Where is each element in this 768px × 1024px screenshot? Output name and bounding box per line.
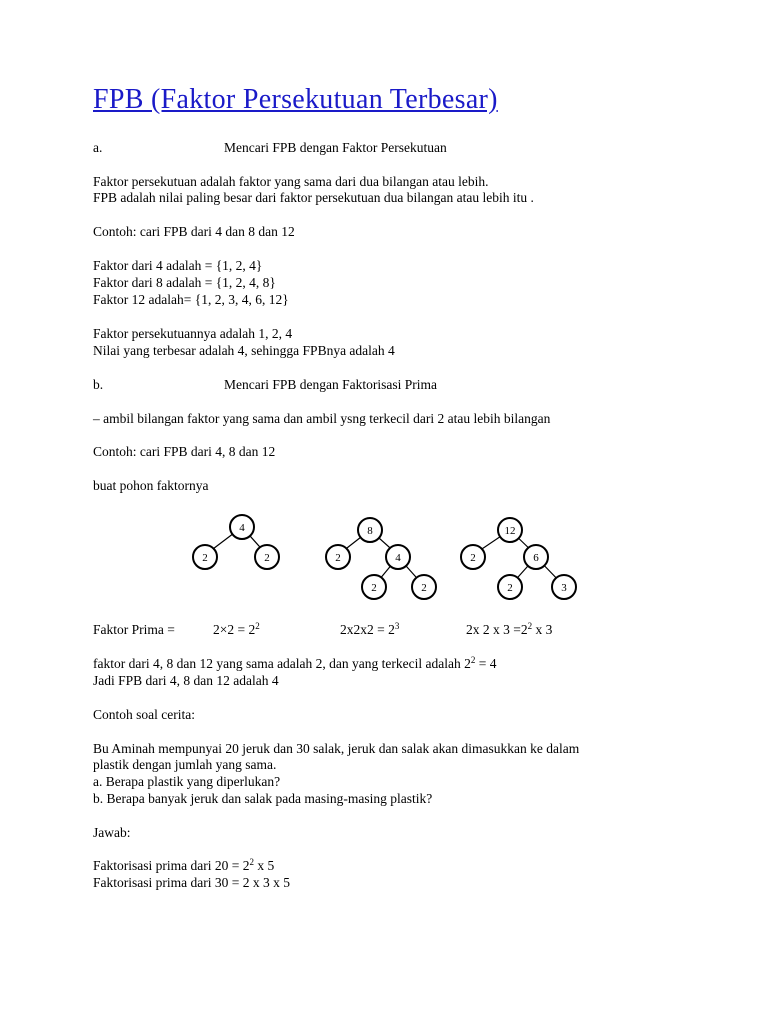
factors-of-8: Faktor dari 8 adalah = {1, 2, 4, 8} bbox=[93, 275, 276, 290]
factors-of-4: Faktor dari 4 adalah = {1, 2, 4} bbox=[93, 258, 263, 273]
factorization-30: Faktorisasi prima dari 30 = 2 x 3 x 5 bbox=[93, 875, 290, 890]
factor-tree-4 bbox=[193, 515, 279, 569]
answer-label: Jawab: bbox=[93, 825, 131, 840]
section-a-heading bbox=[93, 139, 447, 156]
question-b: b. Berapa banyak jeruk dan salak pada masing-masing plastik? bbox=[93, 791, 433, 806]
prime-factor-8: $2x2x2 = 2^3$ bbox=[340, 621, 400, 637]
tree-node: 2 bbox=[371, 582, 377, 594]
definition-line-2: FPB adalah nilai paling besar dari faktor persekutuan dua bilangan atau lebih itu . bbox=[93, 190, 534, 205]
tree-node: 12 bbox=[504, 525, 516, 537]
story-paragraph-2: plastik dengan jumlah yang sama. bbox=[93, 757, 277, 772]
prime-factor-label: Faktor Prima = bbox=[93, 622, 175, 637]
tree-node: 2 bbox=[421, 582, 427, 594]
story-paragraph-1: Bu Aminah mempunyai 20 jeruk dan 30 salak, jeruk dan salak akan dimasukkan ke dalam bbox=[93, 741, 580, 756]
story-heading: Contoh soal cerita: bbox=[93, 707, 195, 722]
section-a-title: Mencari FPB dengan Faktor Persekutuan bbox=[224, 140, 447, 155]
tree-node: 3 bbox=[561, 582, 567, 594]
common-factors: Faktor persekutuannya adalah 1, 2, 4 bbox=[93, 326, 293, 341]
tree-intro: buat pohon faktornya bbox=[93, 478, 209, 493]
prime-factor-4: $2\times 2 = 2^2$ bbox=[213, 621, 260, 637]
section-b-title: Mencari FPB dengan Faktorisasi Prima bbox=[224, 377, 437, 392]
tree-node: 2 bbox=[264, 552, 270, 564]
example-a: Contoh: cari FPB dari 4 dan 8 dan 12 bbox=[93, 224, 295, 239]
prime-factor-12: 2x 2 x $3 =2^2$ x 3 bbox=[466, 621, 553, 637]
tree-node: 2 bbox=[335, 552, 341, 564]
largest-factor: Nilai yang terbesar adalah 4, sehingga FPBnya adalah 4 bbox=[93, 343, 395, 358]
page-title: FPB (Faktor Persekutuan Terbesar) bbox=[93, 84, 498, 115]
tree-node: 4 bbox=[239, 522, 245, 534]
section-a-marker: a. bbox=[93, 140, 103, 155]
factors-of-12: Faktor 12 adalah= {1, 2, 3, 4, 6, 12} bbox=[93, 292, 289, 307]
tree-node: 2 bbox=[507, 582, 513, 594]
example-b: Contoh: cari FPB dari 4, 8 dan 12 bbox=[93, 444, 276, 459]
factorization-20: Faktorisasi prima dari $20 = 2^2$ x 5 bbox=[93, 857, 275, 873]
definition-line-1: Faktor persekutuan adalah faktor yang sama dari dua bilangan atau lebih. bbox=[93, 174, 489, 189]
tree-node: 4 bbox=[395, 552, 401, 564]
common-prime-line: faktor dari 4, 8 dan 12 yang sama adalah 2, dan yang terkecil adalah $2^2 = 4$ bbox=[93, 655, 497, 671]
factor-tree-12 bbox=[461, 518, 576, 599]
tree-node: 2 bbox=[202, 552, 208, 564]
question-a: a. Berapa plastik yang diperlukan? bbox=[93, 774, 281, 789]
conclusion-line: Jadi FPB dari 4, 8 dan 12 adalah 4 bbox=[93, 673, 279, 688]
tree-node: 2 bbox=[470, 552, 476, 564]
section-b-heading bbox=[93, 376, 437, 393]
tree-node: 8 bbox=[367, 525, 373, 537]
rule-line: – ambil bilangan faktor yang sama dan ambil ysng terkecil dari 2 atau lebih bilangan bbox=[93, 411, 551, 426]
factor-trees-figure bbox=[180, 508, 590, 608]
factor-tree-8 bbox=[326, 518, 436, 599]
section-b-marker: b. bbox=[93, 377, 104, 392]
tree-node: 6 bbox=[533, 552, 539, 564]
